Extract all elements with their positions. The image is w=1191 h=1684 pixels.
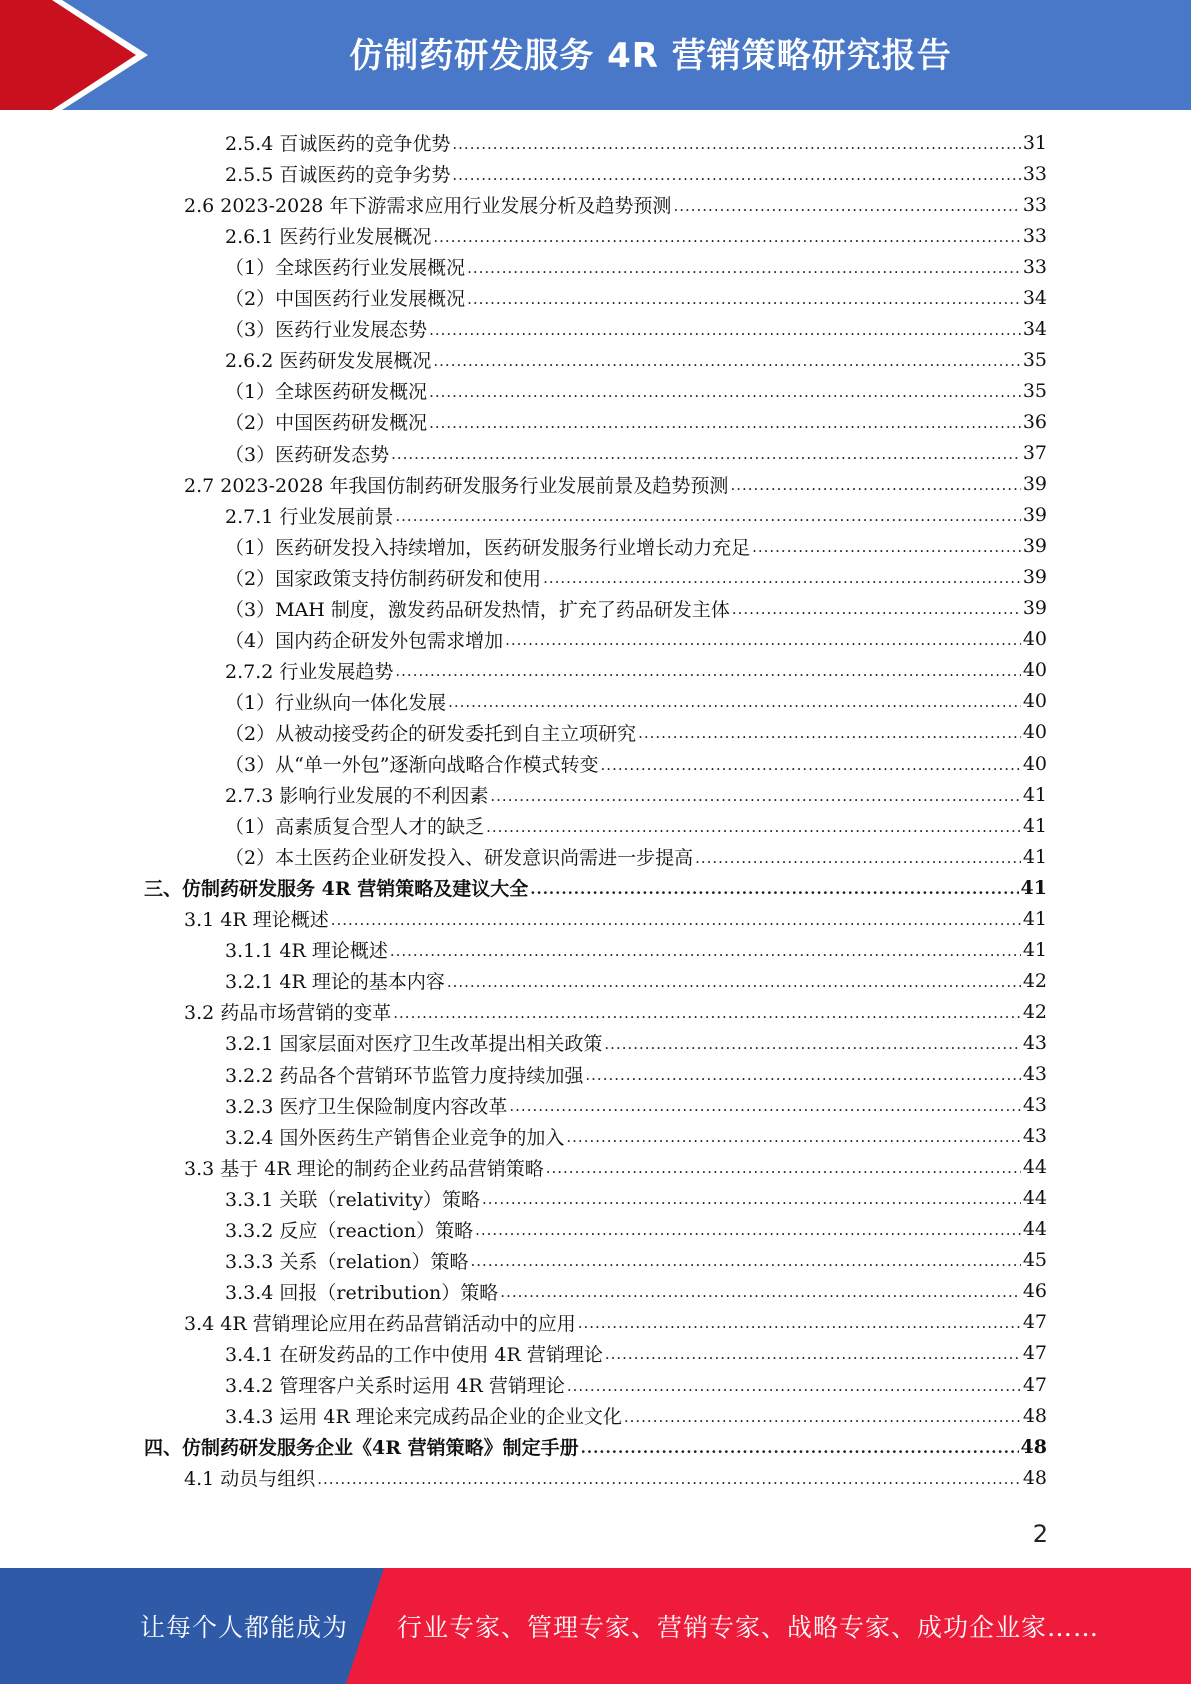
toc-dot-leader <box>578 1308 1021 1339</box>
toc-entry-page: 48 <box>1020 1435 1047 1458</box>
toc-entry[interactable] <box>225 1059 1047 1090</box>
toc-dot-leader <box>624 1402 1021 1433</box>
toc-dot-leader <box>530 874 1018 905</box>
toc-entry-page: 40 <box>1022 721 1047 744</box>
toc-dot-leader <box>429 315 1021 346</box>
toc-dot-leader <box>317 1464 1021 1495</box>
toc-entry[interactable] <box>184 469 1047 500</box>
toc-entry-title: （2）中国医药研发概况 <box>225 412 428 435</box>
toc-entry-page: 44 <box>1022 1156 1047 1179</box>
toc-entry-title: （1）医药研发投入持续增加，医药研发服务行业增长动力充足 <box>225 536 751 559</box>
toc-entry-title: （1）全球医药行业发展概况 <box>225 257 466 280</box>
toc-entry-page: 33 <box>1022 255 1047 278</box>
toc-dot-leader <box>605 1339 1021 1370</box>
toc-entry[interactable] <box>225 1183 1047 1214</box>
toc-entry-title: （1）全球医药研发概况 <box>225 381 428 404</box>
toc-entry-title: 3.2.3 医疗卫生保险制度内容改革 <box>225 1095 508 1118</box>
toc-entry-page: 37 <box>1022 442 1047 464</box>
toc-entry-title: 3.2.1 4R 理论的基本内容 <box>225 971 445 994</box>
toc-dot-leader <box>395 501 1020 532</box>
toc-dot-leader <box>752 532 1021 563</box>
toc-entry[interactable] <box>225 1276 1047 1307</box>
toc-entry-title: 2.7.2 行业发展趋势 <box>225 660 394 683</box>
toc-dot-leader <box>482 1184 1021 1215</box>
page-header <box>0 0 1191 110</box>
toc-entry[interactable] <box>225 1090 1047 1121</box>
toc-entry-page: 33 <box>1022 193 1047 216</box>
toc-dot-leader <box>567 1371 1021 1402</box>
toc-entry-page: 39 <box>1022 597 1047 620</box>
toc-entry-title: 3.3.1 关联（relativity）策略 <box>225 1188 481 1211</box>
toc-entry-title: （3）从“单一外包”逐渐向战略合作模式转变 <box>225 754 599 776</box>
toc-entry-page: 43 <box>1022 1125 1047 1148</box>
toc-entry[interactable] <box>225 1369 1047 1400</box>
toc-entry[interactable] <box>225 1214 1047 1245</box>
toc-entry-title: 3.4 4R 营销理论应用在药品营销活动中的应用 <box>184 1312 576 1335</box>
toc-entry[interactable] <box>225 965 1047 996</box>
toc-dot-leader <box>732 594 1021 625</box>
toc-entry-page: 41 <box>1022 845 1047 868</box>
toc-dot-leader <box>467 253 1021 284</box>
toc-entry-title: 2.7 2023-2028 年我国仿制药研发服务行业发展前景及趋势预测 <box>184 474 729 497</box>
toc-entry[interactable] <box>225 158 1047 189</box>
toc-entry-title: 3.3.2 反应（reaction）策略 <box>225 1219 474 1242</box>
toc-entry-page: 43 <box>1022 1094 1047 1117</box>
toc-entry-title: （2）从被动接受药企的研发委托到自主立项研究 <box>225 722 637 745</box>
toc-entry[interactable] <box>184 189 1047 220</box>
toc-entry-page: 41 <box>1022 938 1047 961</box>
toc-dot-leader <box>429 408 1021 439</box>
toc-dot-leader <box>546 1153 1021 1184</box>
toc-entry-title: （3）医药行业发展态势 <box>225 319 428 342</box>
toc-entry[interactable] <box>225 717 1047 748</box>
toc-entry-title: 3.2.2 药品各个营销环节监管力度持续加强 <box>225 1064 584 1087</box>
toc-entry[interactable] <box>225 1121 1047 1152</box>
toc-entry-title: 3.1 4R 理论概述 <box>184 909 329 932</box>
toc-entry-page: 43 <box>1022 1031 1047 1054</box>
toc-dot-leader <box>581 1433 1019 1464</box>
toc-entry-title: （3）MAH 制度，激发药品研发热情，扩充了药品研发主体 <box>225 598 730 621</box>
toc-entry-page: 48 <box>1022 1404 1047 1427</box>
toc-entry-page: 36 <box>1022 410 1047 433</box>
toc-entry-title: （2）中国医药行业发展概况 <box>225 288 466 311</box>
toc-entry[interactable] <box>225 655 1047 686</box>
toc-entry[interactable] <box>225 562 1047 593</box>
toc-entry-page: 40 <box>1022 659 1047 682</box>
toc-dot-leader <box>601 750 1021 781</box>
toc-dot-leader <box>467 284 1021 315</box>
toc-dot-leader <box>452 129 1020 160</box>
page-footer <box>0 1568 1191 1684</box>
toc-entry-page: 41 <box>1022 814 1047 837</box>
toc-entry-title: 三、仿制药研发服务 4R 营销策略及建议大全 <box>144 878 529 901</box>
toc-entry-title: 3.3.3 关系（relation）策略 <box>225 1250 469 1273</box>
toc-entry-page: 39 <box>1022 566 1047 589</box>
toc-entry-title: 2.5.5 百诚医药的竞争劣势 <box>225 164 451 187</box>
toc-entry-page: 35 <box>1022 379 1047 402</box>
page-number: 2 <box>1032 1520 1048 1548</box>
toc-entry[interactable] <box>225 593 1047 624</box>
toc-entry-title: （1）行业纵向一体化发展 <box>225 691 447 714</box>
toc-entry[interactable] <box>184 903 1047 934</box>
toc-entry[interactable] <box>225 500 1047 531</box>
toc-entry-page: 40 <box>1022 628 1047 651</box>
toc-entry-page: 31 <box>1022 131 1047 154</box>
toc-entry-title: 4.1 动员与组织 <box>184 1468 316 1491</box>
toc-dot-leader <box>486 812 1021 843</box>
toc-entry-page: 48 <box>1022 1466 1047 1489</box>
toc-entry[interactable] <box>225 438 1047 469</box>
toc-entry[interactable] <box>225 1338 1047 1369</box>
toc-entry-title: 3.1.1 4R 理论概述 <box>225 940 388 963</box>
toc-entry[interactable] <box>225 934 1047 965</box>
toc-entry-page: 44 <box>1022 1187 1047 1210</box>
toc-dot-leader <box>471 1246 1021 1277</box>
toc-entry-title: （2）国家政策支持仿制药研发和使用 <box>225 567 542 590</box>
toc-dot-leader <box>429 377 1021 408</box>
toc-entry-title: 3.2 药品市场营销的变革 <box>184 1002 392 1025</box>
toc-entry[interactable] <box>225 779 1047 810</box>
toc-dot-leader <box>391 439 1021 470</box>
toc-entry-page: 45 <box>1022 1249 1047 1272</box>
toc-entry[interactable] <box>225 344 1047 375</box>
toc-entry-page: 42 <box>1022 1000 1047 1023</box>
toc-entry-page: 34 <box>1022 317 1047 340</box>
toc-dot-leader <box>433 346 1020 377</box>
toc-entry-title: 3.4.2 管理客户关系时运用 4R 营销理论 <box>225 1375 565 1397</box>
toc-entry-page: 41 <box>1020 876 1047 899</box>
toc-dot-leader <box>447 967 1021 998</box>
toc-entry-page: 42 <box>1022 969 1047 992</box>
toc-entry-title: 2.6 2023-2028 年下游需求应用行业发展分析及趋势预测 <box>184 195 672 218</box>
toc-dot-leader <box>509 1091 1020 1122</box>
toc-entry[interactable] <box>225 1027 1047 1058</box>
toc-entry-page: 40 <box>1022 752 1047 775</box>
toc-entry[interactable] <box>225 624 1047 655</box>
toc-dot-leader <box>390 936 1021 967</box>
toc-entry-page: 34 <box>1022 286 1047 309</box>
toc-entry-title: 2.5.4 百诚医药的竞争优势 <box>225 133 451 155</box>
toc-dot-leader <box>543 563 1021 594</box>
toc-dot-leader <box>604 1029 1020 1060</box>
toc-dot-leader <box>673 191 1020 222</box>
toc-dot-leader <box>433 222 1020 253</box>
toc-entry[interactable] <box>225 841 1047 872</box>
toc-entry-page: 43 <box>1022 1063 1047 1085</box>
toc-entry-page: 41 <box>1022 907 1047 930</box>
toc-entry[interactable] <box>225 810 1047 841</box>
toc-entry-page: 39 <box>1022 473 1047 496</box>
toc-entry-title: （3）医药研发态势 <box>225 443 390 466</box>
toc-dot-leader <box>452 160 1020 191</box>
toc-entry[interactable] <box>225 406 1047 437</box>
toc-entry-page: 47 <box>1022 1342 1047 1365</box>
toc-entry[interactable] <box>184 1152 1047 1183</box>
footer-slogan-right: 行业专家、管理专家、营销专家、战略专家、成功企业家…… <box>397 1613 1100 1642</box>
toc-entry[interactable] <box>225 748 1047 779</box>
toc-entry-title: 3.2.4 国外医药生产销售企业竞争的加入 <box>225 1126 565 1149</box>
toc-entry-title: 四、仿制药研发服务企业《4R 营销策略》制定手册 <box>144 1437 579 1460</box>
toc-entry[interactable] <box>225 1245 1047 1276</box>
footer-slogan-left: 让每个人都能成为 <box>140 1613 349 1642</box>
toc-entry[interactable] <box>225 127 1047 158</box>
toc-dot-leader <box>448 687 1021 718</box>
toc-entry-title: 3.4.1 在研发药品的工作中使用 4R 营销理论 <box>225 1343 603 1366</box>
toc-dot-leader <box>638 718 1021 749</box>
toc-entry[interactable] <box>225 313 1047 344</box>
toc-entry-title: 2.6.1 医药行业发展概况 <box>225 226 432 249</box>
toc-entry[interactable] <box>184 996 1047 1027</box>
toc-entry[interactable] <box>225 220 1047 251</box>
toc-entry[interactable] <box>225 1400 1047 1431</box>
toc-entry-title: 3.4.3 运用 4R 理论来完成药品企业的企业文化 <box>225 1406 622 1429</box>
toc-entry[interactable] <box>225 282 1047 313</box>
toc-entry-page: 39 <box>1022 504 1047 527</box>
toc-entry[interactable] <box>225 531 1047 562</box>
toc-entry[interactable] <box>144 1431 1047 1462</box>
toc-entry[interactable] <box>184 1307 1047 1338</box>
toc-entry-title: （1）高素质复合型人才的缺乏 <box>225 816 485 839</box>
toc-entry[interactable] <box>225 251 1047 282</box>
toc-entry-page: 47 <box>1022 1373 1047 1396</box>
toc-dot-leader <box>695 843 1021 874</box>
toc-entry-page: 47 <box>1022 1311 1047 1334</box>
toc-entry-page: 33 <box>1022 162 1047 185</box>
toc-entry-page: 39 <box>1022 535 1047 558</box>
toc-entry-page: 40 <box>1022 690 1047 713</box>
toc-entry-page: 33 <box>1022 224 1047 247</box>
toc-entry[interactable] <box>225 375 1047 406</box>
toc-entry[interactable] <box>144 872 1047 903</box>
toc-dot-leader <box>331 905 1021 936</box>
toc-entry[interactable] <box>184 1462 1047 1493</box>
toc-dot-leader <box>505 625 1021 656</box>
toc-dot-leader <box>475 1215 1021 1246</box>
toc-entry-page: 35 <box>1022 348 1047 371</box>
toc-entry-title: 3.2.1 国家层面对医疗卫生改革提出相关政策 <box>225 1033 603 1056</box>
toc-entry-title: （2）本土医药企业研发投入、研发意识尚需进一步提高 <box>225 847 694 870</box>
toc-entry[interactable] <box>225 686 1047 717</box>
toc-dot-leader <box>393 998 1021 1029</box>
toc-dot-leader <box>730 470 1020 501</box>
toc-entry-title: 3.3 基于 4R 理论的制药企业药品营销策略 <box>184 1157 544 1180</box>
toc-entry-title: 2.7.3 影响行业发展的不利因素 <box>225 785 489 808</box>
toc-dot-leader <box>395 656 1020 687</box>
toc-entry-title: 2.7.1 行业发展前景 <box>225 505 394 528</box>
toc-entry-page: 41 <box>1022 783 1047 806</box>
toc-entry-title: 3.3.4 回报（retribution）策略 <box>225 1281 499 1304</box>
toc-entry-title: 2.6.2 医药研发发展概况 <box>225 350 432 373</box>
toc-dot-leader <box>490 781 1020 812</box>
toc-entry-page: 44 <box>1022 1218 1047 1241</box>
toc-dot-leader <box>585 1060 1020 1091</box>
header-arrow-decoration <box>0 0 160 110</box>
toc-entry-title: （4）国内药企研发外包需求增加 <box>225 629 504 652</box>
header-title: 仿制药研发服务 4R 营销策略研究报告 <box>349 35 952 76</box>
toc-entry-page: 46 <box>1022 1280 1047 1303</box>
toc-dot-leader <box>566 1122 1020 1153</box>
toc-dot-leader <box>500 1277 1021 1308</box>
